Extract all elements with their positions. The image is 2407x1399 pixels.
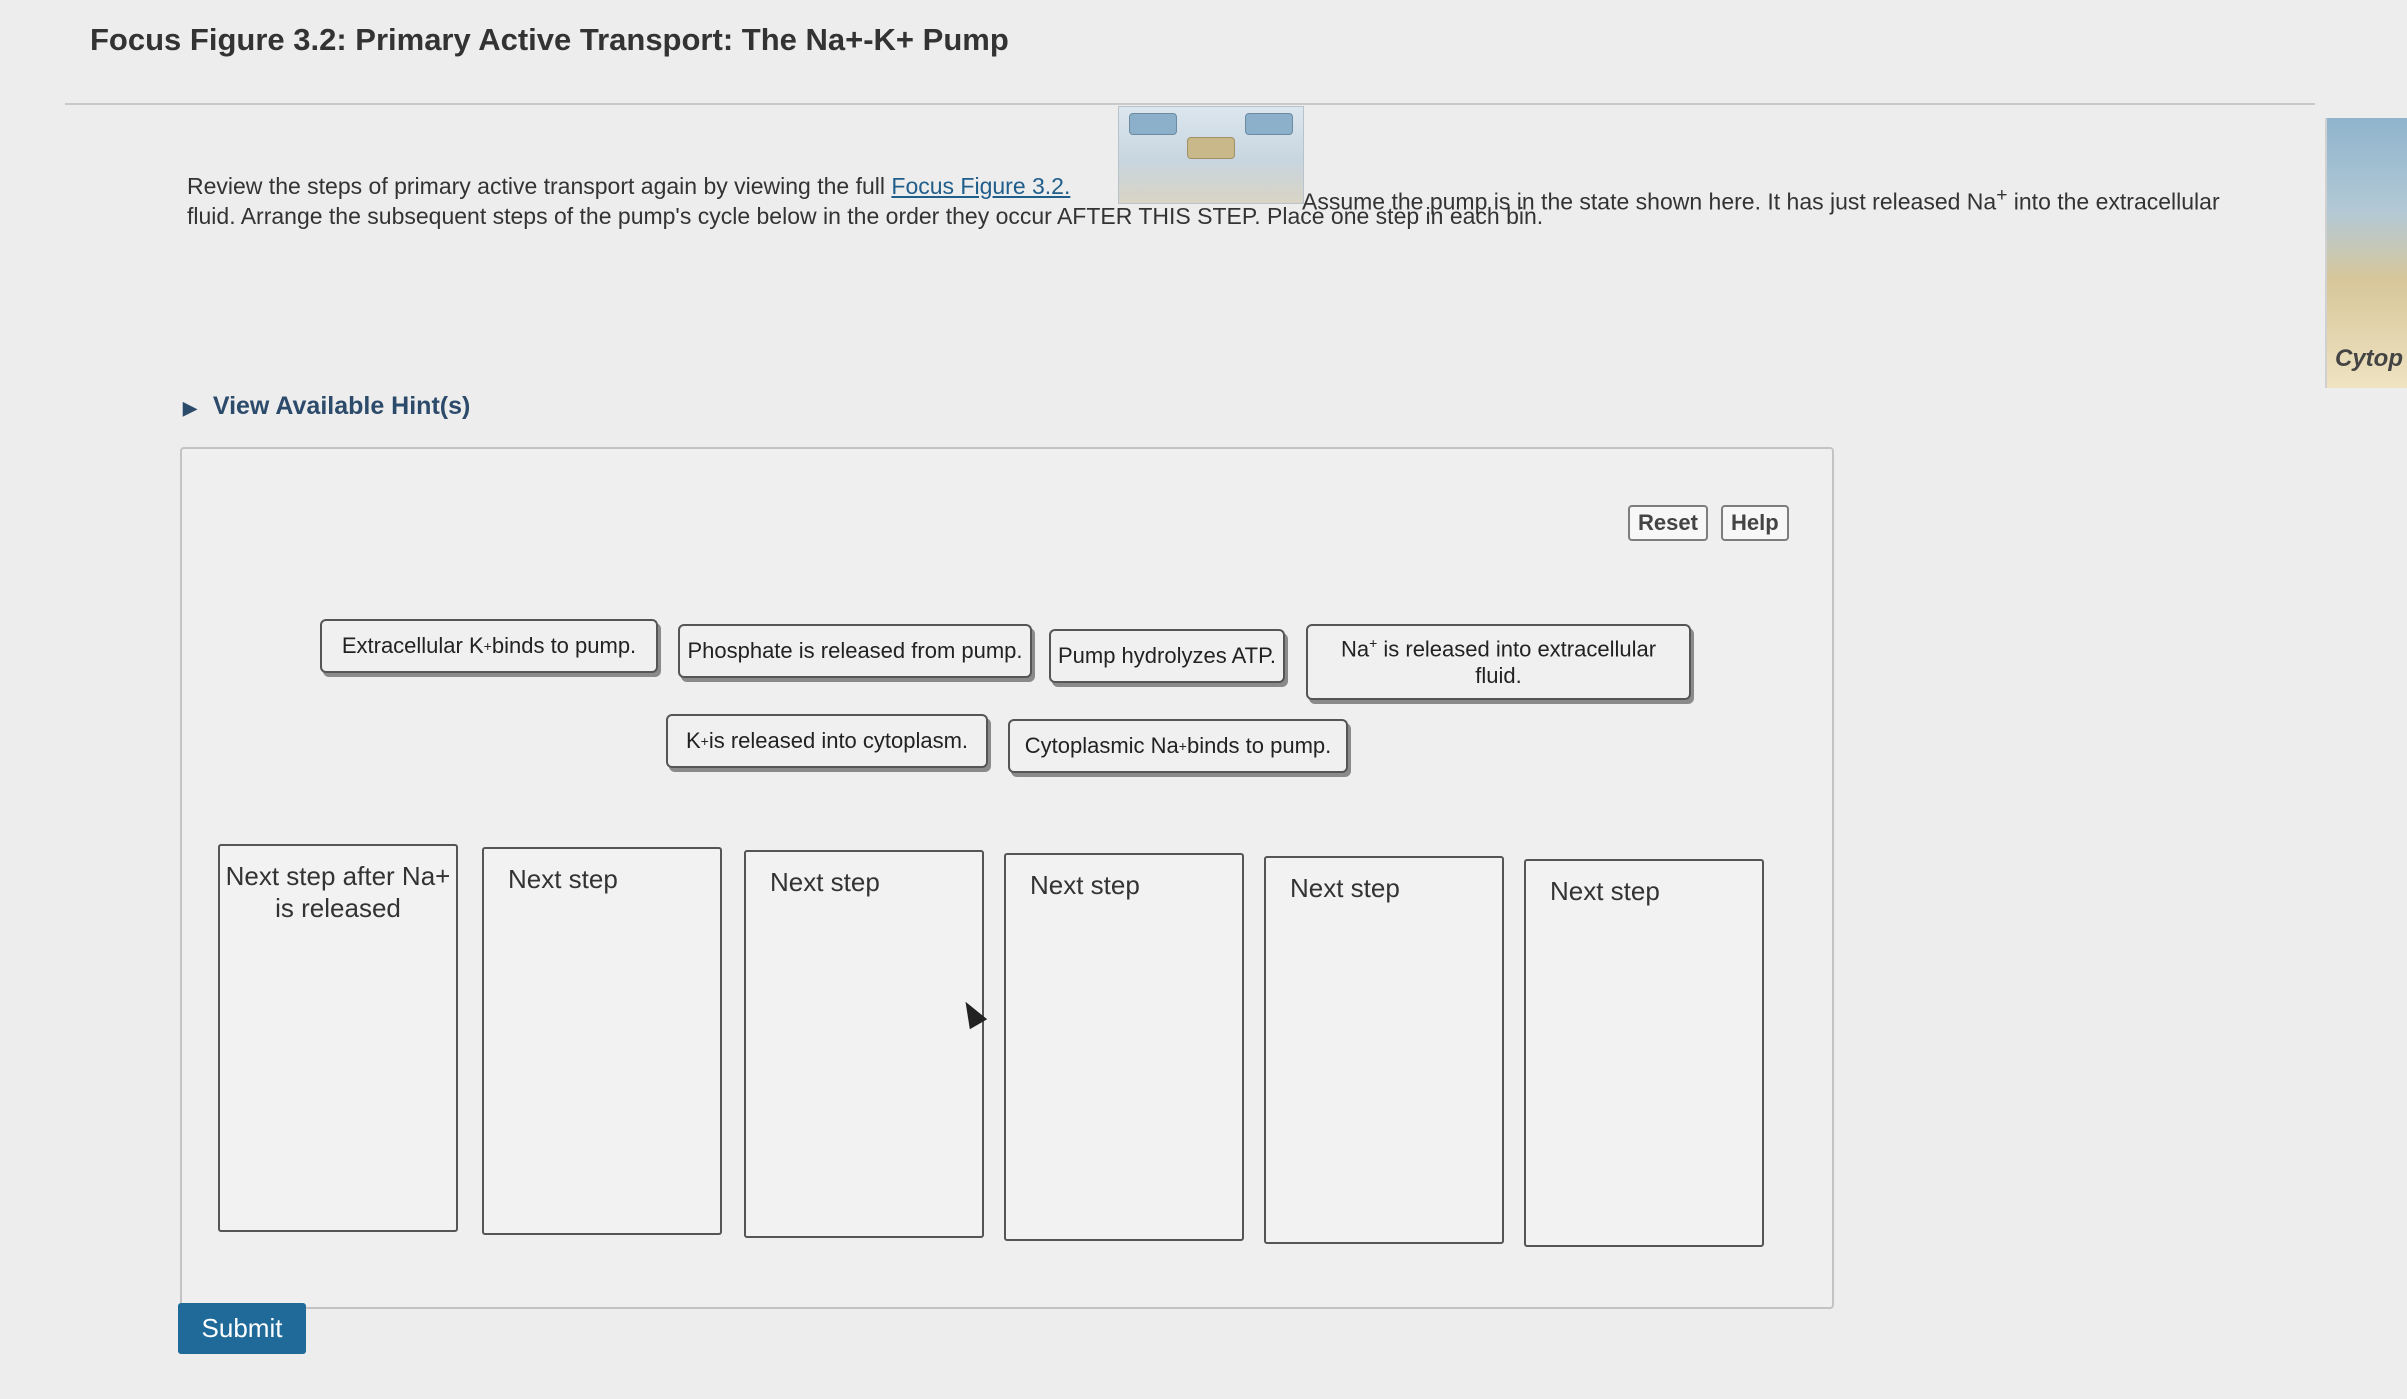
chip-text: Phosphate is released from pump. [687, 638, 1023, 663]
bin-label: Next step after Na+ is released [225, 861, 451, 923]
view-hints-label: View Available Hint(s) [212, 392, 471, 420]
chip-cytoplasmic-na-binds[interactable] [1008, 719, 1348, 773]
chip-text: K [685, 728, 701, 753]
side-figure-label: Cytop [2335, 345, 2403, 372]
figure-thumbnail[interactable] [1118, 106, 1304, 204]
chip-sup: + [1369, 635, 1378, 652]
help-button[interactable]: Help [1721, 505, 1789, 541]
chip-pump-hydrolyzes-atp[interactable] [1049, 629, 1285, 683]
chip-text: binds to pump. [491, 633, 637, 658]
instructions-text-3: into the extracellular [2007, 188, 2220, 215]
bin-label: Next step [1030, 870, 1140, 900]
chip-text: binds to pump. [1186, 733, 1332, 758]
chip-phosphate-released[interactable] [678, 624, 1032, 678]
view-hints-toggle[interactable] [183, 392, 470, 421]
caret-right-icon: ▶ [183, 398, 197, 418]
chip-text: Na [1340, 636, 1370, 662]
instructions-text-4: fluid. Arrange the subsequent steps of the pump's cycle below in the order they occur AFTER THIS STEP. Place one step in each bin. [187, 203, 1544, 229]
bin-label: Next step [508, 864, 618, 894]
instructions-text-1: Review the steps of primary active transport again by viewing the full [187, 173, 892, 199]
chip-na-released-extracellular[interactable] [1306, 624, 1691, 700]
drop-bin-1[interactable] [218, 844, 458, 1232]
submit-button[interactable]: Submit [178, 1303, 306, 1354]
chip-text: Cytoplasmic Na [1024, 733, 1179, 758]
focus-figure-link[interactable]: Focus Figure 3.2. [891, 173, 1071, 199]
drop-bin-3[interactable] [744, 850, 984, 1238]
sorting-panel [180, 447, 1834, 1309]
bin-label: Next step [770, 867, 880, 897]
page-title: Focus Figure 3.2: Primary Active Transport: The Na+-K+ Pump [90, 22, 1009, 57]
chip-sup: + [1178, 738, 1187, 754]
chip-k-released-cytoplasm[interactable] [666, 714, 988, 768]
drop-bin-6[interactable] [1524, 859, 1764, 1247]
drop-bin-2[interactable] [482, 847, 722, 1235]
reset-button[interactable]: Reset [1628, 505, 1708, 541]
bin-label: Next step [1290, 873, 1400, 903]
bin-label: Next step [1550, 876, 1660, 906]
chip-text: Pump hydrolyzes ATP. [1057, 643, 1277, 668]
chip-text: is released into cytoplasm. [708, 728, 969, 753]
instructions-text-2: Assume the pump is in the state shown here. It has just released Na [1302, 188, 1997, 215]
na-superscript: + [1996, 185, 2008, 206]
drop-bin-5[interactable] [1264, 856, 1504, 1244]
title-divider [65, 103, 2315, 105]
chip-sup: + [483, 638, 492, 654]
chip-extracellular-k-binds[interactable] [320, 619, 658, 673]
chip-text: is released into extracellular fluid. [1377, 636, 1657, 688]
drop-bin-4[interactable] [1004, 853, 1244, 1241]
chip-text: Extracellular K [341, 633, 484, 658]
chip-sup: + [700, 733, 709, 749]
